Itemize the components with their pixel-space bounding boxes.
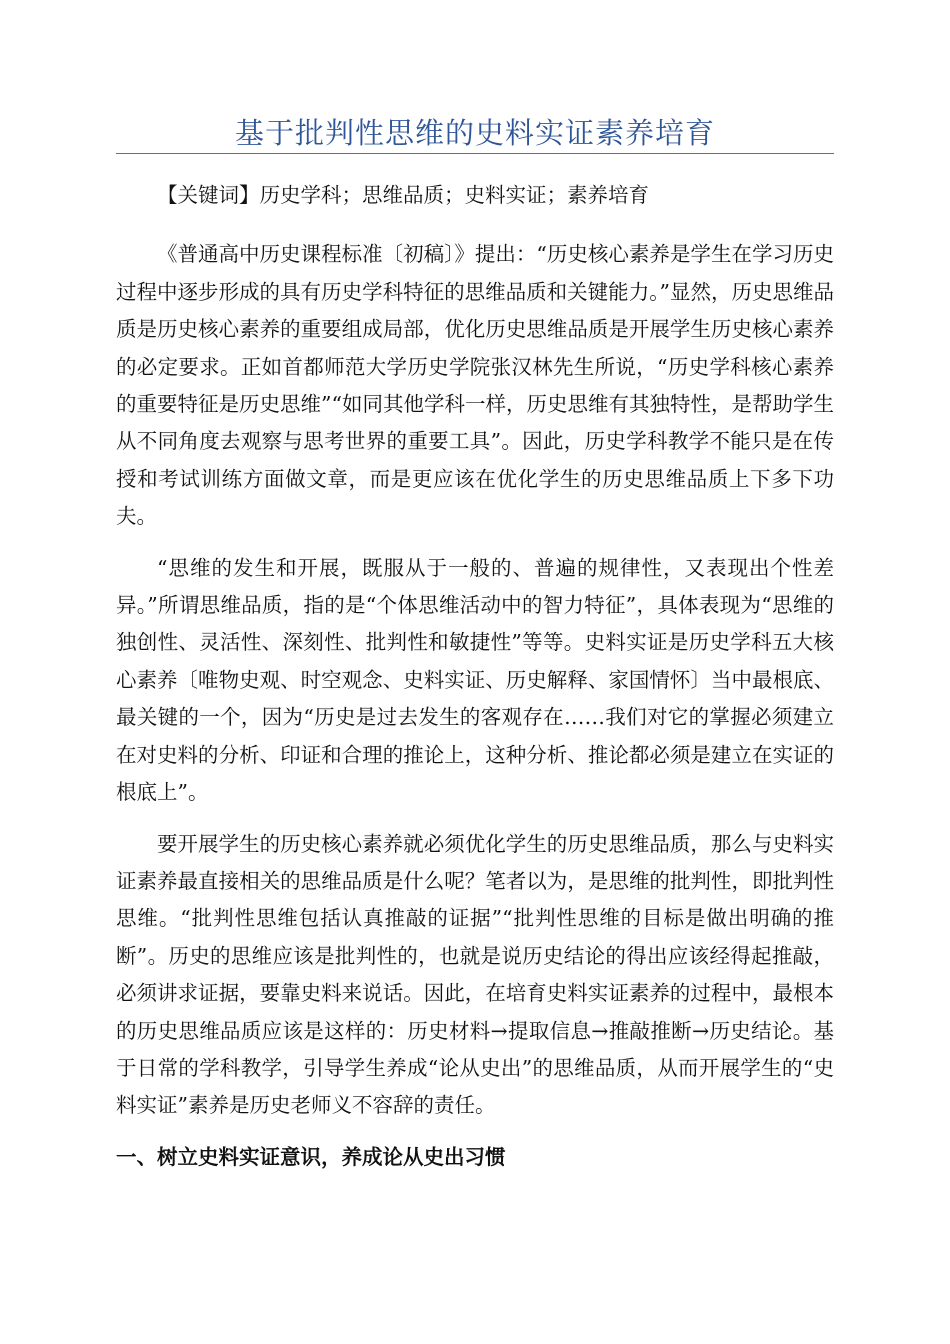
- body-paragraph-2: “思维的发生和开展，既服从于一般的、普遍的规律性，又表现出个性差异。”所谓思维品质，指的是“个体思维活动中的智力特征”，具体表现为“思维的独创性、灵活性、深刻性、批判性和敏捷性”等等。史料实证是历史学科五大核心素养〔唯物史观、时空观念、史料实证、历史解释、家国情怀〕当中最根底、最关键的一个，因为“历史是过去发生的客观存在……我们对它的掌握必须建立在对史料的分析、印证和合理的推论上，这种分析、推论都必须是建立在实证的根底上”。: [116, 555, 834, 805]
- document-title: 基于批判性思维的史料实证素养培育: [234, 116, 715, 150]
- keywords-line: 【关键词】历史学科；思维品质；史料实证；素养培育: [157, 183, 649, 207]
- title-underline: [116, 153, 834, 154]
- body-paragraph-3: 要开展学生的历史核心素养就必须优化学生的历史思维品质，那么与史料实证素养最直接相关的思维品质是什么呢？笔者以为，是思维的批判性，即批判性思维。“批判性思维包括认真推敲的证据”“批判性思维的目标是做出明确的推断”。历史的思维应该是批判性的，也就是说历史结论的得出应该经得起推敲，必须讲求证据，要靠史料来说话。因此，在培育史料实证素养的过程中，最根本的历史思维品质应该是这样的：历史材料→提取信息→推敲推断→历史结论。基于日常的学科教学，引导学生养成“论从史出”的思维品质，从而开展学生的“史料实证”素养是历史老师义不容辞的责任。: [116, 831, 834, 1118]
- section-heading: 一、树立史料实证意识，养成论从史出习惯: [116, 1144, 506, 1169]
- document-body: [116, 177, 834, 1176]
- body-paragraph-1: 《普通高中历史课程标准〔初稿〕》提出：“历史核心素养是学生在学习历史过程中逐步形成的具有历史学科特征的思维品质和关键能力。”显然，历史思维品质是历史核心素养的重要组成局部，优化历史思维品质是开展学生历史核心素养的必定要求。正如首都师范大学历史学院张汉林先生所说，“历史学科核心素养的重要特征是历史思维”“如同其他学科一样，历史思维有其独特性，是帮助学生从不同角度去观察与思考世界的重要工具”。因此，历史学科教学不能只是在传授和考试训练方面做文章，而是更应该在优化学生的历史思维品质上下多下功夫。: [116, 242, 834, 529]
